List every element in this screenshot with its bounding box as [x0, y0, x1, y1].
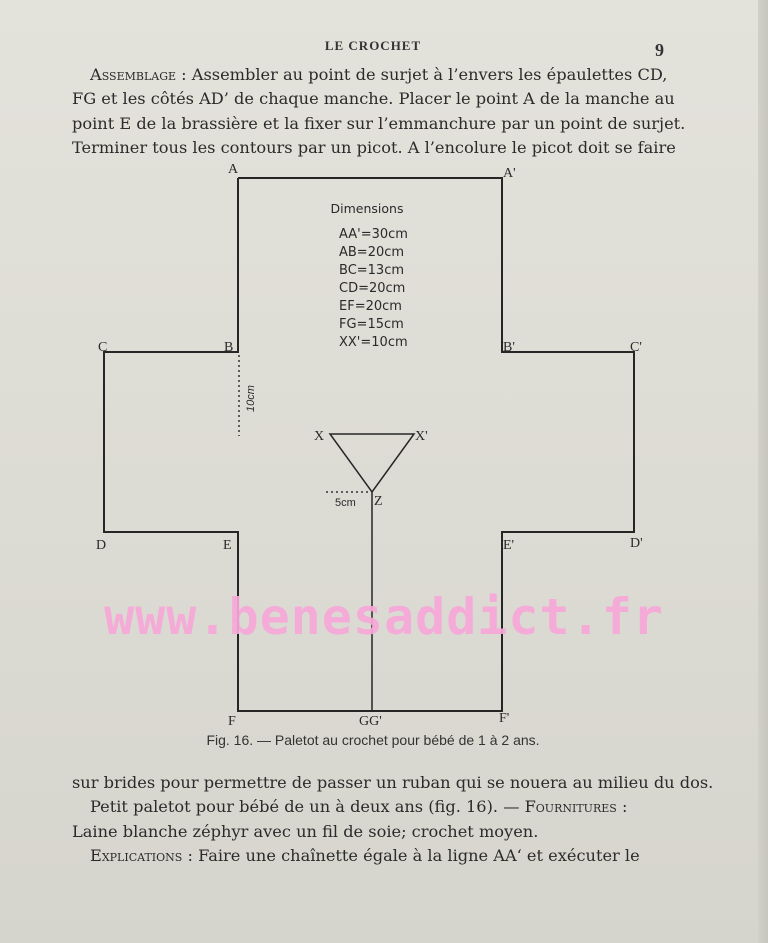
supplies-heading: Fournitures — [524, 797, 617, 817]
point-label-x2: X' — [415, 429, 428, 444]
dimension-item: AA'=30cm — [339, 227, 408, 242]
point-label-gg: GG' — [359, 714, 382, 729]
point-label-a2: A' — [503, 166, 516, 181]
dimension-item: AB=20cm — [339, 245, 405, 260]
watermark-text: www.benesaddict.fr — [104, 588, 664, 646]
text-line: Terminer tous les contours par un picot. A l’encolure le picot doit se faire — [72, 137, 676, 157]
neck-triangle — [330, 434, 414, 711]
text-line: sur brides pour permettre de passer un ruban qui se nouera au milieu du dos. — [72, 773, 714, 792]
point-label-d2: D' — [630, 536, 643, 551]
measure-label-5: 5cm — [335, 497, 356, 509]
point-label-b2: B' — [503, 340, 515, 355]
dimensions-list — [339, 227, 408, 350]
measure-label-10: 10cm — [245, 385, 257, 412]
text-line: point E de la brassière et la fixer sur l’emmanchure par un point de surjet. — [72, 113, 686, 133]
point-label-f2: F' — [499, 711, 510, 726]
section-lead: Assemblage — [90, 65, 177, 84]
running-title: LE CROCHET — [324, 38, 422, 53]
point-label-c: C — [98, 340, 108, 355]
measure-lines — [239, 355, 370, 492]
point-label-d: D — [96, 538, 107, 553]
text-line: Explications : Faire une chaînette égale à la ligne AA‘ et exécuter le — [90, 845, 640, 865]
point-label-x: X — [314, 429, 325, 444]
dimension-item: BC=13cm — [339, 263, 405, 278]
point-label-a: A — [228, 162, 239, 177]
text-line: Petit paletot pour bébé de un à deux ans (fig. 16). — Fournitures : — [90, 797, 628, 817]
point-label-f: F — [228, 714, 236, 729]
point-label-e2: E' — [503, 538, 515, 553]
explanations-heading: Explications — [90, 845, 183, 865]
dimension-item: FG=15cm — [339, 317, 404, 332]
point-label-c2: C' — [630, 340, 642, 355]
dimension-item: EF=20cm — [339, 299, 402, 314]
point-label-b: B — [224, 340, 234, 355]
point-label-z: Z — [374, 494, 383, 509]
dimensions-title: Dimensions — [330, 201, 404, 216]
bottom-paragraph — [72, 771, 714, 868]
page-number: 9 — [655, 40, 664, 60]
text-line: Laine blanche zéphyr avec un fil de soie; crochet moyen. — [72, 821, 539, 841]
text-line: Assemblage : Assembler au point de surjet à l’envers les épaulettes CD, — [90, 65, 668, 84]
text-line: FG et les côtés AD’ de chaque manche. Placer le point A de la manche au — [72, 89, 675, 109]
dimension-item: CD=20cm — [339, 281, 406, 296]
figure-caption: Fig. 16. — Paletot au crochet pour bébé de 1 à 2 ans. — [206, 732, 540, 748]
point-label-e: E — [223, 538, 232, 553]
dimension-item: XX'=10cm — [339, 335, 408, 350]
